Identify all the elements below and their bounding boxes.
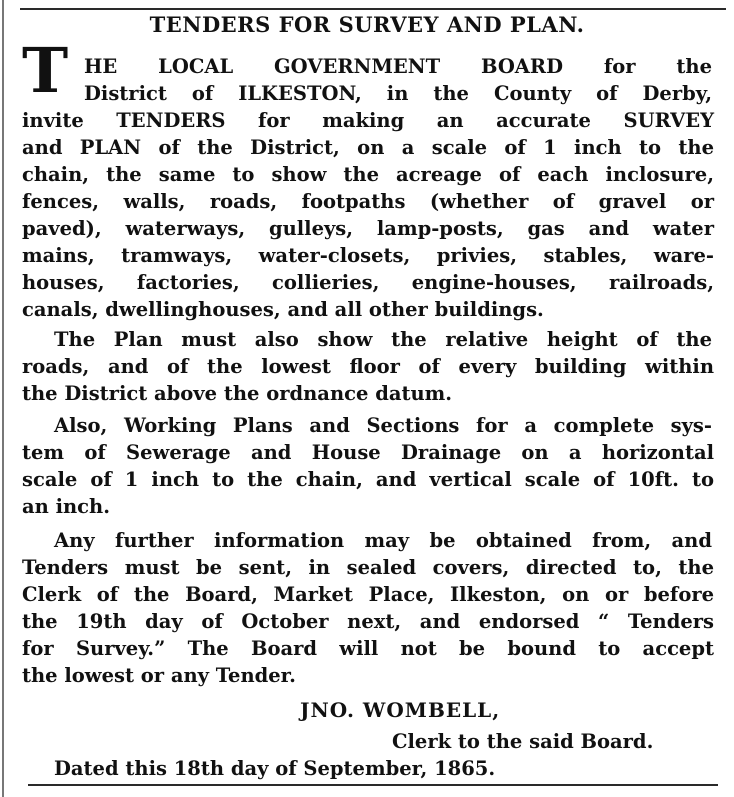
bottom-rule <box>28 784 718 786</box>
paragraph-line: tem of Sewerage and House Drainage on a horizontal <box>22 441 714 464</box>
paragraph-line: Clerk of the Board, Market Place, Ilkeston, on or before <box>22 583 714 606</box>
paragraph-line: and PLAN of the District, on a scale of 1 inch to the <box>22 136 714 159</box>
paragraph-line: District of ILKESTON, in the County of Derby, <box>84 82 712 105</box>
paragraph-line: houses, factories, collieries, engine-houses, railroads, <box>22 271 714 294</box>
dated-line: Dated this 18th day of September, 1865. <box>54 757 496 780</box>
advertisement-heading: TENDERS FOR SURVEY AND PLAN. <box>149 12 585 37</box>
paragraph-line: scale of 1 inch to the chain, and vertical scale of 10ft. to <box>22 468 714 491</box>
paragraph-line: for Survey.” The Board will not be bound to accept <box>22 637 714 660</box>
paragraph-line: Tenders must be sent, in sealed covers, directed to, the <box>22 556 714 579</box>
paragraph-line: Any further information may be obtained from, and <box>54 529 712 552</box>
drop-cap: T <box>22 34 69 107</box>
paragraph-line: Also, Working Plans and Sections for a complete sys- <box>54 414 712 437</box>
signatory-name: JNO. WOMBELL, <box>300 698 501 722</box>
paragraph-line: the 19th day of October next, and endorsed “ Tenders <box>22 610 714 633</box>
paragraph-line: The Plan must also show the relative height of the <box>54 328 712 351</box>
paragraph-line: the lowest or any Tender. <box>22 664 296 687</box>
paragraph-line: mains, tramways, water-closets, privies, stables, ware- <box>22 244 714 267</box>
paragraph-line: invite TENDERS for making an accurate SURVEY <box>22 109 714 132</box>
paragraph-line: HE LOCAL GOVERNMENT BOARD for the <box>84 55 712 78</box>
paragraph-line: paved), waterways, gulleys, lamp-posts, gas and water <box>22 217 714 240</box>
top-rule <box>20 8 726 10</box>
page-edge-border <box>2 0 4 797</box>
signatory-title: Clerk to the said Board. <box>392 730 654 753</box>
paragraph-line: fences, walls, roads, footpaths (whether of gravel or <box>22 190 714 213</box>
paragraph-line: the District above the ordnance datum. <box>22 382 453 405</box>
paragraph-line: roads, and of the lowest floor of every building within <box>22 355 714 378</box>
paragraph-line: canals, dwellinghouses, and all other buildings. <box>22 298 544 321</box>
paragraph-line: chain, the same to show the acreage of each inclosure, <box>22 163 714 186</box>
paragraph-line: an inch. <box>22 495 111 518</box>
